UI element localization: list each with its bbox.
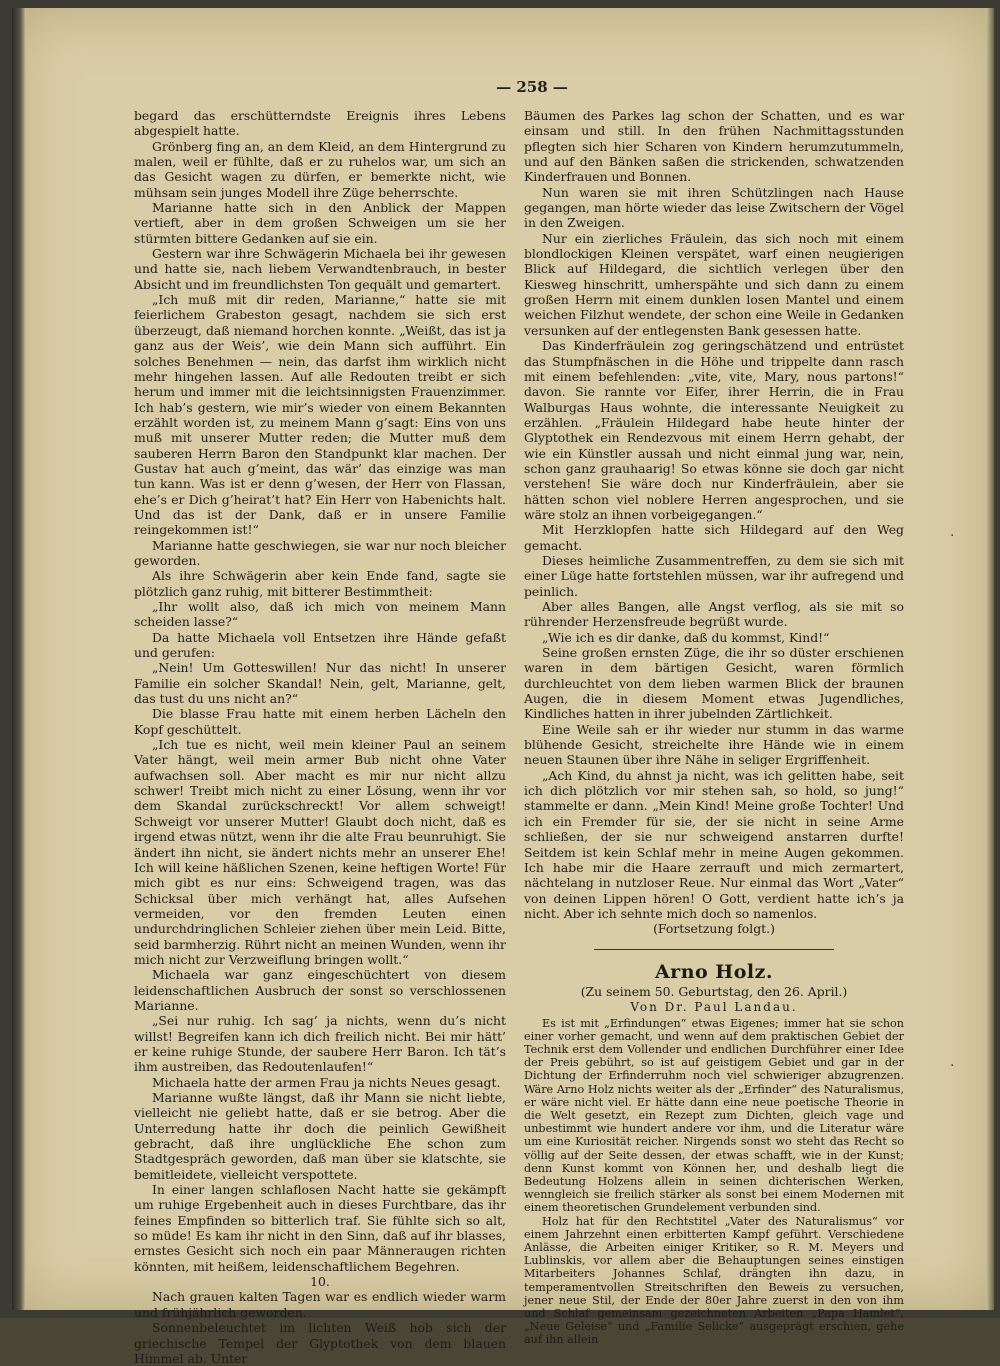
paragraph: Mit Herzklopfen hatte sich Hildegard auf den Weg gemacht. (524, 522, 904, 553)
chapter-number: 10. (310, 1274, 330, 1290)
paragraph: Als ihre Schwägerin aber kein Ende fand, sagte sie plötzlich ganz ruhig, mit bitterer Bestimmtheit: (134, 568, 506, 599)
paragraph: Da hatte Michaela voll Entsetzen ihre Hände gefaßt und gerufen: (134, 629, 506, 661)
margin-mark: · (950, 528, 955, 544)
margin-mark: · (950, 1058, 955, 1074)
paragraph: „Wie ich es dir danke, daß du kommst, Kind!“ (542, 629, 830, 645)
paragraph: Bäumen des Parkes lag schon der Schatten, und es war einsam und still. In den frühen Nachmittagsstunden pflegten sich hier Scharen von Kindern herumzutummeln, und auf den Bänken saßen die strickenden, schwatzenden Kinderfrauen und Bonnen. (524, 108, 904, 185)
paragraph: Nach grauen kalten Tagen war es endlich wieder warm und frühjährlich geworden. (134, 1289, 506, 1320)
paragraph: „Ich tue es nicht, weil mein kleiner Paul an seinem Vater hängt, weil mein armer Bub nicht ohne Vater aufwachsen soll. Aber macht es mir nur nicht allzu schwer! Treibt mich nicht zu einer Lösung, wenn ihr vor dem Skandal zurückschreckt! Vor allem schweigt! Schweigt vor unserer Mutter! Glaubt doch nicht, daß es irgend etwas nützt, wenn ihr die alte Frau beunruhigt. Sie ändert ihn nicht, sie ändert nichts mehr an unserer Ehe! Ich will keine häßlichen Szenen, keine heftigen Worte! Für mich gibt es nur eins: Schweigend tragen, was das Schicksal über mich verhängt hat, alles Aufsehen vermeiden, vor den fremden Leuten einen undurchdringlichen Schleier ziehen über mein Leid. Bitte, seid barmherzig. Rührt nicht an meinen Wunden, wenn ihr mich nicht zur Verzweiflung bringen wollt.“ (134, 737, 506, 967)
paragraph: Nun waren sie mit ihren Schützlingen nach Hause gegangen, man hörte wieder das leise Zwitschern der Vögel in den Zweigen. (524, 184, 904, 231)
binding-spine (12, 8, 26, 1310)
paragraph: Grönberg fing an, an dem Kleid, an dem Hintergrund zu malen, weil er fühlte, daß er zu ruhelos war, um sich an das Gesicht wagen zu dürfen, er bemerkte nicht, wie mühsam sein junges Modell ihre Züge beherrschte. (134, 138, 506, 200)
paragraph: Eine Weile sah er ihr wieder nur stumm in das warme blühende Gesicht, streichelte ihre Hände wie in einem neuen Staunen über ihre Nähe in seliger Ergriffenheit. (524, 721, 904, 768)
paragraph: „Ach Kind, du ahnst ja nicht, was ich gelitten habe, seit ich dich plötzlich vor mir stehen sah, so hold, so jung!“ stammelte er dann. „Mein Kind! Meine große Tochter! Und ich ein Fremder für sie, der sie nicht in seine Arme schließen, der sie nur schweigend anstarren durfte! Seitdem ist kein Schlaf mehr in meine Augen gekommen. Ich habe mir die Haare zerrauft und mich zermartert, nächtelang in nutzloser Reue. Nur einmal das Wort „Vater“ von deinen Lippen hören! O Gott, verdient hatte ich’s ja nicht. Aber ich sehnte mich doch so namenlos. (524, 767, 904, 921)
article-author: Von Dr. Paul Landau. (630, 999, 798, 1014)
paragraph: Die blasse Frau hatte mit einem herben Lächeln den Kopf geschüttelt. (134, 706, 506, 737)
paragraph: „Ihr wollt also, daß ich mich von meinem Mann scheiden lasse?“ (134, 599, 506, 630)
article-paragraph: Es ist mit „Erfindungen“ etwas Eigenes; immer hat sie schon einer vorher gemacht, und wenn auf dem praktischen Gebiet der Technik erst dem Vollender und endlichen Durchführer einer Idee der Preis gebührt, so ist auf geistigem Gebiet und gar in der Dichtung der Erfinderruhm noch viel schwieriger abzugrenzen. Wäre Arno Holz nichts weiter als der „Erfinder“ des Naturalismus, er wäre nicht viel. Er hätte dann eine neue poetische Theorie in die Welt gesetzt, ein Rezept zum Dichten, gleich vage und unbestimmt wie hundert andere vor ihm, und die Literatur wäre um eine Kuriosität reicher. Nirgends sonst wo steht das Recht so völlig auf der Seite dessen, der etwas schafft, wie in der Kunst; denn Kunst kommt von Können her, und deshalb liegt die Bedeutung Holzens allein in seinen dichterischen Werken, wenngleich sie freilich stärker als sonst bei einem Modernen mit einem theoretischen Grundelement verbunden sind. (524, 1016, 904, 1215)
page-edge (986, 8, 994, 1310)
paragraph: Aber alles Bangen, alle Angst verflog, als sie mit so rührender Herzensfreude begrüßt wurde. (524, 599, 904, 630)
paragraph: „Nein! Um Gotteswillen! Nur das nicht! In unserer Familie ein solcher Skandal! Nein, gelt, Marianne, gelt, das tust du uns nicht an?“ (134, 660, 506, 707)
paragraph: Dieses heimliche Zusammentreffen, zu dem sie sich mit einer Lüge hatte fortstehlen müssen, war ihr aufregend und peinlich. (524, 552, 904, 599)
paragraph: Nur ein zierliches Fräulein, das sich noch mit einem blondlockigen Kleinen verspätet, warf einen neugierigen Blick auf Hildegard, die sichtlich verlegen über den Kiesweg hinschritt, umherspähte und sich dann zu einem großen Herrn mit einem dunklen losen Mantel und einem weichen Filzhut wendete, der schon eine Weile in Gedanken versunken auf der entlegensten Bank gesessen hatte. (524, 230, 904, 338)
paragraph: Michaela hatte der armen Frau ja nichts Neues gesagt. (152, 1074, 501, 1090)
paragraph: „Ich muß mit dir reden, Marianne,“ hatte sie mit feierlichem Grabeston gesagt, nachdem sie sich erst überzeugt, daß niemand horchen konnte. „Weißt, das ist ja ganz aus der Weis’, wie dein Mann sich aufführt. Ein solches Benehmen — nein, das darfst ihm wirklich nicht mehr hingehen lassen. Auf alle Redouten treibt er sich herum und immer mit die leichtsinnigsten Frauenzimmer. Ich hab’s gestern, wie mir’s wieder von einem Bekannten erzählt worden ist, zu meinem Mann g’sagt: Eins von uns muß mit unserer Mutter reden; die Mutter muß dem sauberen Herrn Baron den Standpunkt klar machen. Der Gustav hat auch g’meint, das wär’ das einzige was man tun kann. Was ist er denn g’wesen, der Herr von Flassan, ehe’s er Dich g’heirat’t hat? Ein Herr von Habenichts halt. Und das ist der Dank, daß er in unsere Familie reingekommen ist!“ (134, 292, 506, 538)
right-column (524, 108, 904, 1347)
paragraph: Michaela war ganz eingeschüchtert von diesem leidenschaftlichen Ausbruch der sonst so verschlossenen Marianne. (134, 967, 506, 1013)
article-paragraph: Holz hat für den Rechtstitel „Vater des Naturalismus“ vor einem Jahrzehnt einen erbitterten Kampf geführt. Verschiedene Anlässe, die Arbeiten einiger Kritiker, so R. M. Meyers und Lublinskis, vor allem aber die Behauptungen seines einstigen Mitarbeiters Johannes Schlaf, drängten ihn dazu, in temperamentvollen Streitschriften den Beweis zu versuchen, jener neue Stil, der Ende der 80er Jahre zuerst in den von ihm und Schlaf gemeinsam gezeichneten Arbeiten „Papa Hamlet“, „Neue Geleise“ und „Familie Selicke“ ausgeprägt erschien, gehe auf ihn allein (524, 1214, 904, 1347)
paragraph: Gestern war ihre Schwägerin Michaela bei ihr gewesen und hatte sie, nach liebem Verwandtenbrauch, in bester Absicht und im freundlichsten Ton gequält und gemartert. (134, 246, 506, 292)
paragraph: In einer langen schlaflosen Nacht hatte sie gekämpft um ruhige Ergebenheit auch in dieses Furchtbare, das ihr feines Empfinden so bitterlich traf. Sie fühlte sich so alt, so müde! Es kam ihr nicht in den Sinn, daß auf ihr blasses, ernstes Gesicht sich noch ein paar Männeraugen richten könnten, mit heißem, leidenschaftlichem Begehren. (134, 1182, 506, 1274)
paragraph: „Sei nur ruhig. Ich sag’ ja nichts, wenn du’s nicht willst! Begreifen kann ich dich freilich nicht. Bei mir hätt’ er keine ruhige Stunde, der saubere Herr Baron. Ich tät’s ihm austreiben, das Redoutenlaufen!“ (134, 1013, 506, 1075)
section-divider (594, 949, 834, 950)
newspaper-page (12, 8, 994, 1366)
paragraph: Marianne hatte geschwiegen, sie war nur noch bleicher geworden. (134, 537, 506, 568)
paragraph: Marianne wußte längst, daß ihr Mann sie nicht liebte, vielleicht nie geliebt hatte, daß er sie betrog. Aber die Unterredung hatte ihr doch die peinlich Gewißheit gebracht, daß ihre unglückliche Ehe schon zum Stadtgespräch geworden, daß man über sie klatschte, sie bemitleidete, vielleicht verspottete. (134, 1090, 506, 1182)
paragraph: Das Kinderfräulein zog geringschätzend und entrüstet das Stumpfnäschen in die Höhe und trippelte dann rasch mit einem befehlenden: „vite, vite, Mary, nous partons!“ davon. Sie rannte vor Eifer, ihrer Herrin, die in Frau Walburgas Haus wohnte, die interessante Neuigkeit zu erzählen. „Fräulein Hildegard habe heute hinter der Glyptothek ein Rendezvous mit einem Herrn gehabt, der wie ein Künstler aussah und nicht einmal jung war, nein, schon ganz grauhaarig! So etwas könne sie doch gar nicht verstehen! Sie wäre doch nur Kinderfräulein, aber sie hätten schon viel noblere Herren angesprochen, und sie wäre stolz an ihnen vorbeigegangen.“ (524, 338, 904, 522)
article-title: Arno Holz. (654, 960, 774, 983)
left-column (134, 108, 506, 1366)
paragraph: begard das erschütterndste Ereignis ihres Lebens abgespielt hatte. (134, 108, 506, 139)
paragraph: Marianne hatte sich in den Anblick der Mappen vertieft, aber in dem großen Schweigen um sie her stürmten bittere Gedanken auf sie ein. (134, 200, 506, 246)
page-number: — 258 — (496, 78, 568, 96)
paragraph: Sonnenbeleuchtet im lichten Weiß hob sich der griechische Tempel der Glyptothek von dem blauen Himmel ab. Unter (134, 1320, 506, 1366)
article-subtitle: (Zu seinem 50. Geburtstag, den 26. April.) (580, 983, 848, 999)
continuation-note: (Fortsetzung folgt.) (653, 921, 775, 937)
paragraph: Seine großen ernsten Züge, die ihr so düster erschienen waren in dem bärtigen Gesicht, waren förmlich durchleuchtet von dem lieben warmen Blick der braunen Augen, die in diesem Moment etwas Jugendliches, Kindliches hatten in ihrer jubelnden Zärtlichkeit. (524, 645, 904, 722)
